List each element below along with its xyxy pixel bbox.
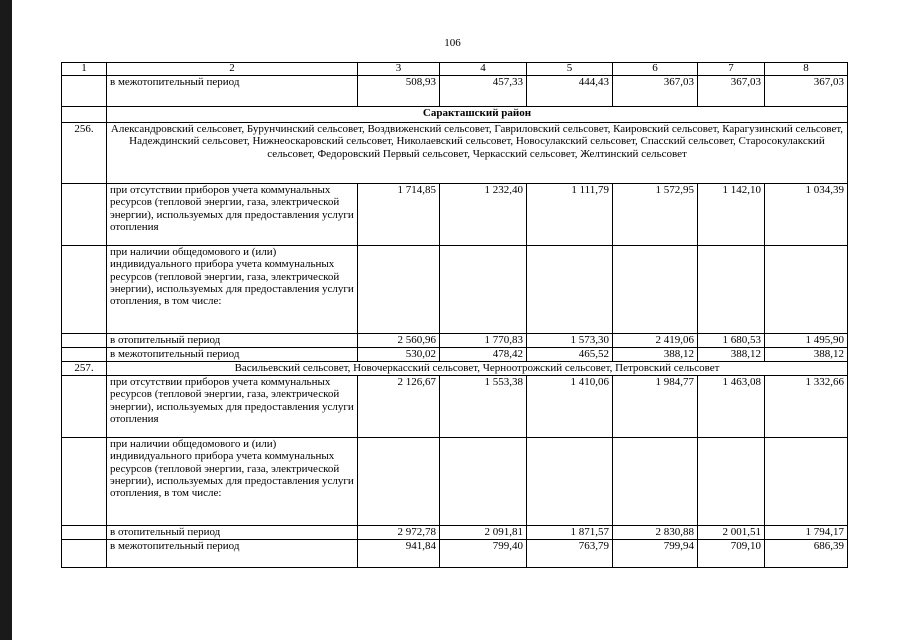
value-cell: 686,39 [765,540,848,568]
value-cell: 2 091,81 [440,526,527,540]
value-cell: 1 680,53 [698,334,765,348]
index-cell [62,348,107,362]
row-label: при отсутствии приборов учета коммунальных ресурсов (тепловой энергии, газа, электрической энергии), используемых для предоставления услуги отопления [107,184,358,246]
header-cell: 5 [527,63,613,76]
value-cell: 1 770,83 [440,334,527,348]
value-cell: 508,93 [358,76,440,107]
table-row [62,76,848,107]
table-row [62,334,848,348]
value-cell: 1 495,90 [765,334,848,348]
value-cell: 1 142,10 [698,184,765,246]
row-label: при отсутствии приборов учета коммунальных ресурсов (тепловой энергии, газа, электрической энергии), используемых для предоставления услуги отопления [107,376,358,438]
settlement-group-row [62,123,848,184]
value-cell: 1 034,39 [765,184,848,246]
header-cell: 2 [107,63,358,76]
value-cell: 1 794,17 [765,526,848,540]
table-row [62,246,848,334]
value-cell: 478,42 [440,348,527,362]
value-cell: 763,79 [527,540,613,568]
row-label: в межотопительный период [107,348,358,362]
value-cell: 2 001,51 [698,526,765,540]
settlement-group-row [62,362,848,376]
value-cell [698,438,765,526]
value-cell: 2 830,88 [613,526,698,540]
index-cell [62,334,107,348]
settlement-list: Васильевский сельсовет, Новочеркасский сельсовет, Черноотрожский сельсовет, Петровский сельсовет [107,362,848,376]
value-cell: 388,12 [613,348,698,362]
value-cell [527,246,613,334]
header-cell: 4 [440,63,527,76]
table-row [62,348,848,362]
value-cell: 1 332,66 [765,376,848,438]
table-row [62,376,848,438]
value-cell: 1 572,95 [613,184,698,246]
header-cell: 7 [698,63,765,76]
value-cell: 1 553,38 [440,376,527,438]
index-cell [62,184,107,246]
row-label: при наличии общедомового и (или) индивидуального прибора учета коммунальных ресурсов (тепловой энергии, газа, электрической энергии), используемых для предоставления услуги отопления, в том числе: [107,246,358,334]
district-row [62,107,848,123]
district-title: Саракташский район [107,107,848,123]
value-cell [765,246,848,334]
value-cell: 2 419,06 [613,334,698,348]
row-label: в отопительный период [107,526,358,540]
value-cell: 2 126,67 [358,376,440,438]
index-cell [62,540,107,568]
index-cell [62,76,107,107]
value-cell: 1 871,57 [527,526,613,540]
index-cell [62,376,107,438]
value-cell [765,438,848,526]
value-cell: 799,94 [613,540,698,568]
value-cell: 530,02 [358,348,440,362]
value-cell: 941,84 [358,540,440,568]
value-cell [358,438,440,526]
value-cell: 388,12 [765,348,848,362]
value-cell: 1 984,77 [613,376,698,438]
value-cell [358,246,440,334]
value-cell: 367,03 [765,76,848,107]
value-cell: 367,03 [698,76,765,107]
table-row [62,184,848,246]
value-cell: 1 463,08 [698,376,765,438]
tariff-table [61,62,848,568]
index-cell [62,246,107,334]
value-cell: 388,12 [698,348,765,362]
scan-binding-edge [0,0,12,640]
header-row [62,63,848,76]
value-cell: 2 560,96 [358,334,440,348]
value-cell: 709,10 [698,540,765,568]
row-label: в межотопительный период [107,540,358,568]
value-cell: 2 972,78 [358,526,440,540]
group-index: 256. [62,123,107,184]
value-cell: 1 111,79 [527,184,613,246]
header-cell: 1 [62,63,107,76]
settlement-list: Александровский сельсовет, Бурунчинский сельсовет, Воздвиженский сельсовет, Гавриловский сельсовет, Каировский сельсовет, Карагузинский сельсовет, Надеждинский сельсовет, Нижнеоскаровский сельсовет, Николаевский сельсовет, Новосулакский сельсовет, Спасский сельсовет, Старосокулакский сельсовет, Федоровский Первый сельсовет, Черкасский сельсовет, Желтинский сельсовет [107,123,848,184]
value-cell: 444,43 [527,76,613,107]
page-number: 106 [444,37,461,49]
value-cell: 465,52 [527,348,613,362]
value-cell [527,438,613,526]
value-cell: 1 410,06 [527,376,613,438]
table-row [62,526,848,540]
index-cell [62,526,107,540]
value-cell [698,246,765,334]
value-cell: 799,40 [440,540,527,568]
value-cell: 457,33 [440,76,527,107]
value-cell: 367,03 [613,76,698,107]
index-cell [62,438,107,526]
value-cell [440,246,527,334]
table-row [62,540,848,568]
index-cell [62,107,107,123]
table-row [62,438,848,526]
header-cell: 6 [613,63,698,76]
value-cell: 1 573,30 [527,334,613,348]
value-cell: 1 714,85 [358,184,440,246]
value-cell: 1 232,40 [440,184,527,246]
row-label: при наличии общедомового и (или) индивидуального прибора учета коммунальных ресурсов (тепловой энергии, газа, электрической энергии), используемых для предоставления услуги отопления, в том числе: [107,438,358,526]
value-cell [613,246,698,334]
value-cell [440,438,527,526]
row-label: в межотопительный период [107,76,358,107]
header-cell: 8 [765,63,848,76]
value-cell [613,438,698,526]
header-cell: 3 [358,63,440,76]
group-index: 257. [62,362,107,376]
row-label: в отопительный период [107,334,358,348]
